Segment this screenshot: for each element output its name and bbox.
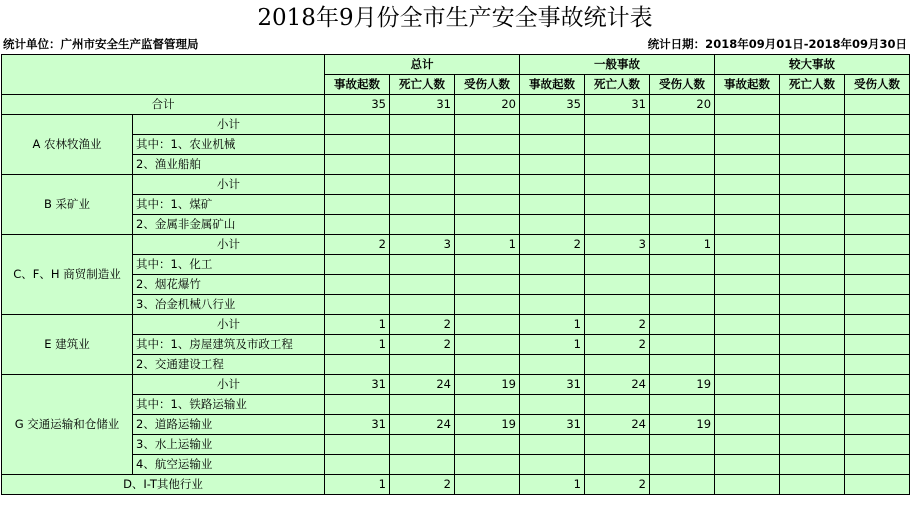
- data-cell: [325, 395, 390, 415]
- row-label: 其中：1、铁路运输业: [133, 395, 325, 415]
- column-header: 事故起数: [325, 75, 390, 95]
- total-cell: 20: [650, 95, 715, 115]
- data-cell: [715, 295, 780, 315]
- data-cell: [845, 175, 910, 195]
- data-cell: [845, 315, 910, 335]
- data-cell: [650, 295, 715, 315]
- column-header: 受伤人数: [650, 75, 715, 95]
- data-cell: [715, 155, 780, 175]
- data-cell: 1: [520, 335, 585, 355]
- row-label: 其中：1、煤矿: [133, 195, 325, 215]
- total-label: 合计: [2, 95, 325, 115]
- data-cell: [650, 155, 715, 175]
- data-cell: [455, 335, 520, 355]
- data-cell: [455, 255, 520, 275]
- data-cell: [650, 275, 715, 295]
- data-cell: [390, 455, 455, 475]
- data-cell: 24: [390, 415, 455, 435]
- data-cell: [780, 155, 845, 175]
- data-cell: [715, 355, 780, 375]
- data-cell: [455, 155, 520, 175]
- table-row: [2, 435, 910, 455]
- row-label: 2、渔业船舶: [133, 155, 325, 175]
- table-row: [2, 115, 910, 135]
- row-label: 小计: [133, 235, 325, 255]
- table-row: [2, 175, 910, 195]
- data-cell: [715, 255, 780, 275]
- data-cell: [455, 355, 520, 375]
- data-cell: [650, 175, 715, 195]
- data-cell: [780, 235, 845, 255]
- data-cell: 1: [455, 235, 520, 255]
- data-cell: [715, 135, 780, 155]
- data-cell: [780, 395, 845, 415]
- data-cell: 31: [520, 375, 585, 395]
- data-cell: [650, 215, 715, 235]
- total-cell: 35: [325, 95, 390, 115]
- column-header: 受伤人数: [455, 75, 520, 95]
- data-cell: [780, 255, 845, 275]
- group-header-major: 较大事故: [715, 55, 910, 75]
- data-cell: [585, 255, 650, 275]
- data-cell: 1: [520, 475, 585, 495]
- data-cell: [585, 135, 650, 155]
- industry-category: G 交通运输和仓储业: [2, 375, 133, 475]
- column-header: 死亡人数: [390, 75, 455, 95]
- group-header-general: 一般事故: [520, 55, 715, 75]
- data-cell: [845, 195, 910, 215]
- row-label: 2、道路运输业: [133, 415, 325, 435]
- total-cell: 31: [390, 95, 455, 115]
- data-cell: [780, 455, 845, 475]
- data-cell: 24: [390, 375, 455, 395]
- data-cell: 2: [390, 475, 455, 495]
- data-cell: [650, 475, 715, 495]
- data-cell: [845, 395, 910, 415]
- data-cell: [650, 355, 715, 375]
- data-cell: [845, 335, 910, 355]
- data-cell: 3: [585, 235, 650, 255]
- data-cell: 31: [520, 415, 585, 435]
- data-cell: [455, 295, 520, 315]
- data-cell: 1: [650, 235, 715, 255]
- data-cell: [780, 315, 845, 335]
- data-cell: [325, 195, 390, 215]
- data-cell: [390, 215, 455, 235]
- table-row: [2, 215, 910, 235]
- data-cell: [455, 435, 520, 455]
- row-label: 4、航空运输业: [133, 455, 325, 475]
- data-cell: [325, 295, 390, 315]
- data-cell: [845, 275, 910, 295]
- column-header: 事故起数: [715, 75, 780, 95]
- data-cell: [650, 435, 715, 455]
- table-row: [2, 275, 910, 295]
- data-cell: [585, 175, 650, 195]
- data-cell: [650, 455, 715, 475]
- data-cell: [650, 395, 715, 415]
- data-cell: [520, 255, 585, 275]
- data-cell: [780, 275, 845, 295]
- data-cell: [845, 115, 910, 135]
- data-cell: [715, 435, 780, 455]
- row-label: 3、水上运输业: [133, 435, 325, 455]
- data-cell: [585, 355, 650, 375]
- data-cell: [520, 455, 585, 475]
- data-cell: [520, 175, 585, 195]
- data-cell: [780, 115, 845, 135]
- data-cell: [715, 235, 780, 255]
- data-cell: [715, 115, 780, 135]
- data-cell: [455, 455, 520, 475]
- data-cell: [845, 135, 910, 155]
- total-cell: 35: [520, 95, 585, 115]
- table-row: [2, 395, 910, 415]
- data-cell: [650, 335, 715, 355]
- data-cell: [650, 315, 715, 335]
- data-cell: [585, 275, 650, 295]
- data-cell: [780, 295, 845, 315]
- row-label: 小计: [133, 375, 325, 395]
- column-header: 事故起数: [520, 75, 585, 95]
- table-row: [2, 355, 910, 375]
- data-cell: [390, 395, 455, 415]
- data-cell: [715, 275, 780, 295]
- table-row: [2, 135, 910, 155]
- data-cell: [325, 255, 390, 275]
- data-cell: [520, 115, 585, 135]
- page-title: 2018年9月份全市生产安全事故统计表: [257, 5, 653, 31]
- data-cell: [390, 175, 455, 195]
- data-cell: 1: [325, 335, 390, 355]
- data-cell: [455, 175, 520, 195]
- data-cell: 1: [325, 315, 390, 335]
- data-cell: [455, 215, 520, 235]
- data-cell: [520, 295, 585, 315]
- data-cell: [845, 375, 910, 395]
- data-cell: 2: [325, 235, 390, 255]
- data-cell: 24: [585, 415, 650, 435]
- data-cell: 19: [455, 415, 520, 435]
- data-cell: [325, 455, 390, 475]
- data-cell: [585, 115, 650, 135]
- data-cell: 1: [520, 315, 585, 335]
- data-cell: [845, 355, 910, 375]
- data-cell: [650, 255, 715, 275]
- total-cell: 20: [455, 95, 520, 115]
- data-cell: [390, 435, 455, 455]
- data-cell: [715, 195, 780, 215]
- data-cell: 2: [520, 235, 585, 255]
- data-cell: [715, 395, 780, 415]
- table-row: [2, 375, 910, 395]
- data-cell: [715, 455, 780, 475]
- group-header-row: [2, 55, 910, 75]
- data-cell: [325, 155, 390, 175]
- data-cell: [780, 335, 845, 355]
- data-cell: 31: [325, 375, 390, 395]
- data-cell: [455, 275, 520, 295]
- data-cell: [650, 135, 715, 155]
- column-header: 死亡人数: [585, 75, 650, 95]
- row-label: 3、冶金机械八行业: [133, 295, 325, 315]
- table-row: [2, 415, 910, 435]
- data-cell: [845, 475, 910, 495]
- data-cell: [650, 115, 715, 135]
- data-cell: [780, 375, 845, 395]
- data-cell: [325, 215, 390, 235]
- data-cell: 19: [650, 375, 715, 395]
- row-label: 其中：1、农业机械: [133, 135, 325, 155]
- data-cell: [585, 455, 650, 475]
- data-cell: [780, 175, 845, 195]
- data-cell: 19: [650, 415, 715, 435]
- industry-category: C、F、H 商贸制造业: [2, 235, 133, 315]
- row-label: 其中：1、房屋建筑及市政工程: [133, 335, 325, 355]
- row-label: 2、金属非金属矿山: [133, 215, 325, 235]
- data-cell: [325, 175, 390, 195]
- table-row: [2, 255, 910, 275]
- data-cell: [390, 135, 455, 155]
- total-cell: [845, 95, 910, 115]
- data-cell: [325, 435, 390, 455]
- data-cell: [780, 135, 845, 155]
- data-cell: 1: [325, 475, 390, 495]
- data-cell: [585, 435, 650, 455]
- total-row: [2, 95, 910, 115]
- column-header: 受伤人数: [845, 75, 910, 95]
- data-cell: [585, 195, 650, 215]
- data-cell: [455, 475, 520, 495]
- data-cell: [325, 355, 390, 375]
- industry-category: A 农林牧渔业: [2, 115, 133, 175]
- data-cell: [390, 295, 455, 315]
- data-cell: [325, 135, 390, 155]
- data-cell: [780, 415, 845, 435]
- row-label: 小计: [133, 175, 325, 195]
- data-cell: [845, 435, 910, 455]
- data-cell: 19: [455, 375, 520, 395]
- data-cell: [715, 335, 780, 355]
- row-label: 小计: [133, 315, 325, 335]
- data-cell: [390, 255, 455, 275]
- data-cell: [390, 155, 455, 175]
- statistics-table: [1, 54, 910, 495]
- other-industries-row: [2, 475, 910, 495]
- data-cell: 24: [585, 375, 650, 395]
- header-blank: [2, 55, 325, 95]
- row-label: 小计: [133, 115, 325, 135]
- total-cell: 31: [585, 95, 650, 115]
- total-cell: [715, 95, 780, 115]
- data-cell: [780, 215, 845, 235]
- data-cell: [845, 235, 910, 255]
- row-label: 2、烟花爆竹: [133, 275, 325, 295]
- data-cell: [455, 115, 520, 135]
- group-header-total: 总计: [325, 55, 520, 75]
- table-row: [2, 455, 910, 475]
- industry-category: B 采矿业: [2, 175, 133, 235]
- data-cell: [325, 275, 390, 295]
- table-row: [2, 315, 910, 335]
- data-cell: [520, 355, 585, 375]
- statistics-date: 统计日期：2018年09月01日-2018年09月30日: [647, 37, 907, 51]
- data-cell: [520, 395, 585, 415]
- data-cell: [585, 215, 650, 235]
- data-cell: [520, 195, 585, 215]
- data-cell: [520, 275, 585, 295]
- data-cell: [780, 435, 845, 455]
- data-cell: [455, 195, 520, 215]
- data-cell: [455, 135, 520, 155]
- data-cell: [390, 115, 455, 135]
- data-cell: [520, 135, 585, 155]
- data-cell: 2: [585, 335, 650, 355]
- table-row: [2, 195, 910, 215]
- row-label: 其中：1、化工: [133, 255, 325, 275]
- data-cell: [585, 295, 650, 315]
- statistics-unit: 统计单位：广州市安全生产监督管理局: [3, 37, 199, 51]
- data-cell: [650, 195, 715, 215]
- data-cell: [845, 295, 910, 315]
- table-row: [2, 235, 910, 255]
- data-cell: 2: [390, 315, 455, 335]
- data-cell: [390, 355, 455, 375]
- data-cell: [325, 115, 390, 135]
- data-cell: [845, 455, 910, 475]
- row-label: 2、交通建设工程: [133, 355, 325, 375]
- data-cell: [520, 215, 585, 235]
- data-cell: 2: [390, 335, 455, 355]
- data-cell: [520, 155, 585, 175]
- data-cell: 3: [390, 235, 455, 255]
- row-label: D、I-T其他行业: [2, 475, 325, 495]
- data-cell: [715, 315, 780, 335]
- industry-category: E 建筑业: [2, 315, 133, 375]
- data-cell: [715, 475, 780, 495]
- data-cell: [390, 195, 455, 215]
- data-cell: [780, 195, 845, 215]
- data-cell: [585, 155, 650, 175]
- data-cell: [455, 395, 520, 415]
- data-cell: [715, 215, 780, 235]
- data-cell: [845, 155, 910, 175]
- data-cell: [715, 415, 780, 435]
- data-cell: [715, 375, 780, 395]
- table-row: [2, 335, 910, 355]
- data-cell: [780, 355, 845, 375]
- data-cell: [455, 315, 520, 335]
- data-cell: 31: [325, 415, 390, 435]
- data-cell: [845, 255, 910, 275]
- data-cell: [845, 415, 910, 435]
- data-cell: [520, 435, 585, 455]
- column-header: 死亡人数: [780, 75, 845, 95]
- data-cell: [390, 275, 455, 295]
- data-cell: [585, 395, 650, 415]
- table-row: [2, 155, 910, 175]
- data-cell: [780, 475, 845, 495]
- data-cell: 2: [585, 315, 650, 335]
- data-cell: 2: [585, 475, 650, 495]
- data-cell: [715, 175, 780, 195]
- data-cell: [845, 215, 910, 235]
- total-cell: [780, 95, 845, 115]
- table-row: [2, 295, 910, 315]
